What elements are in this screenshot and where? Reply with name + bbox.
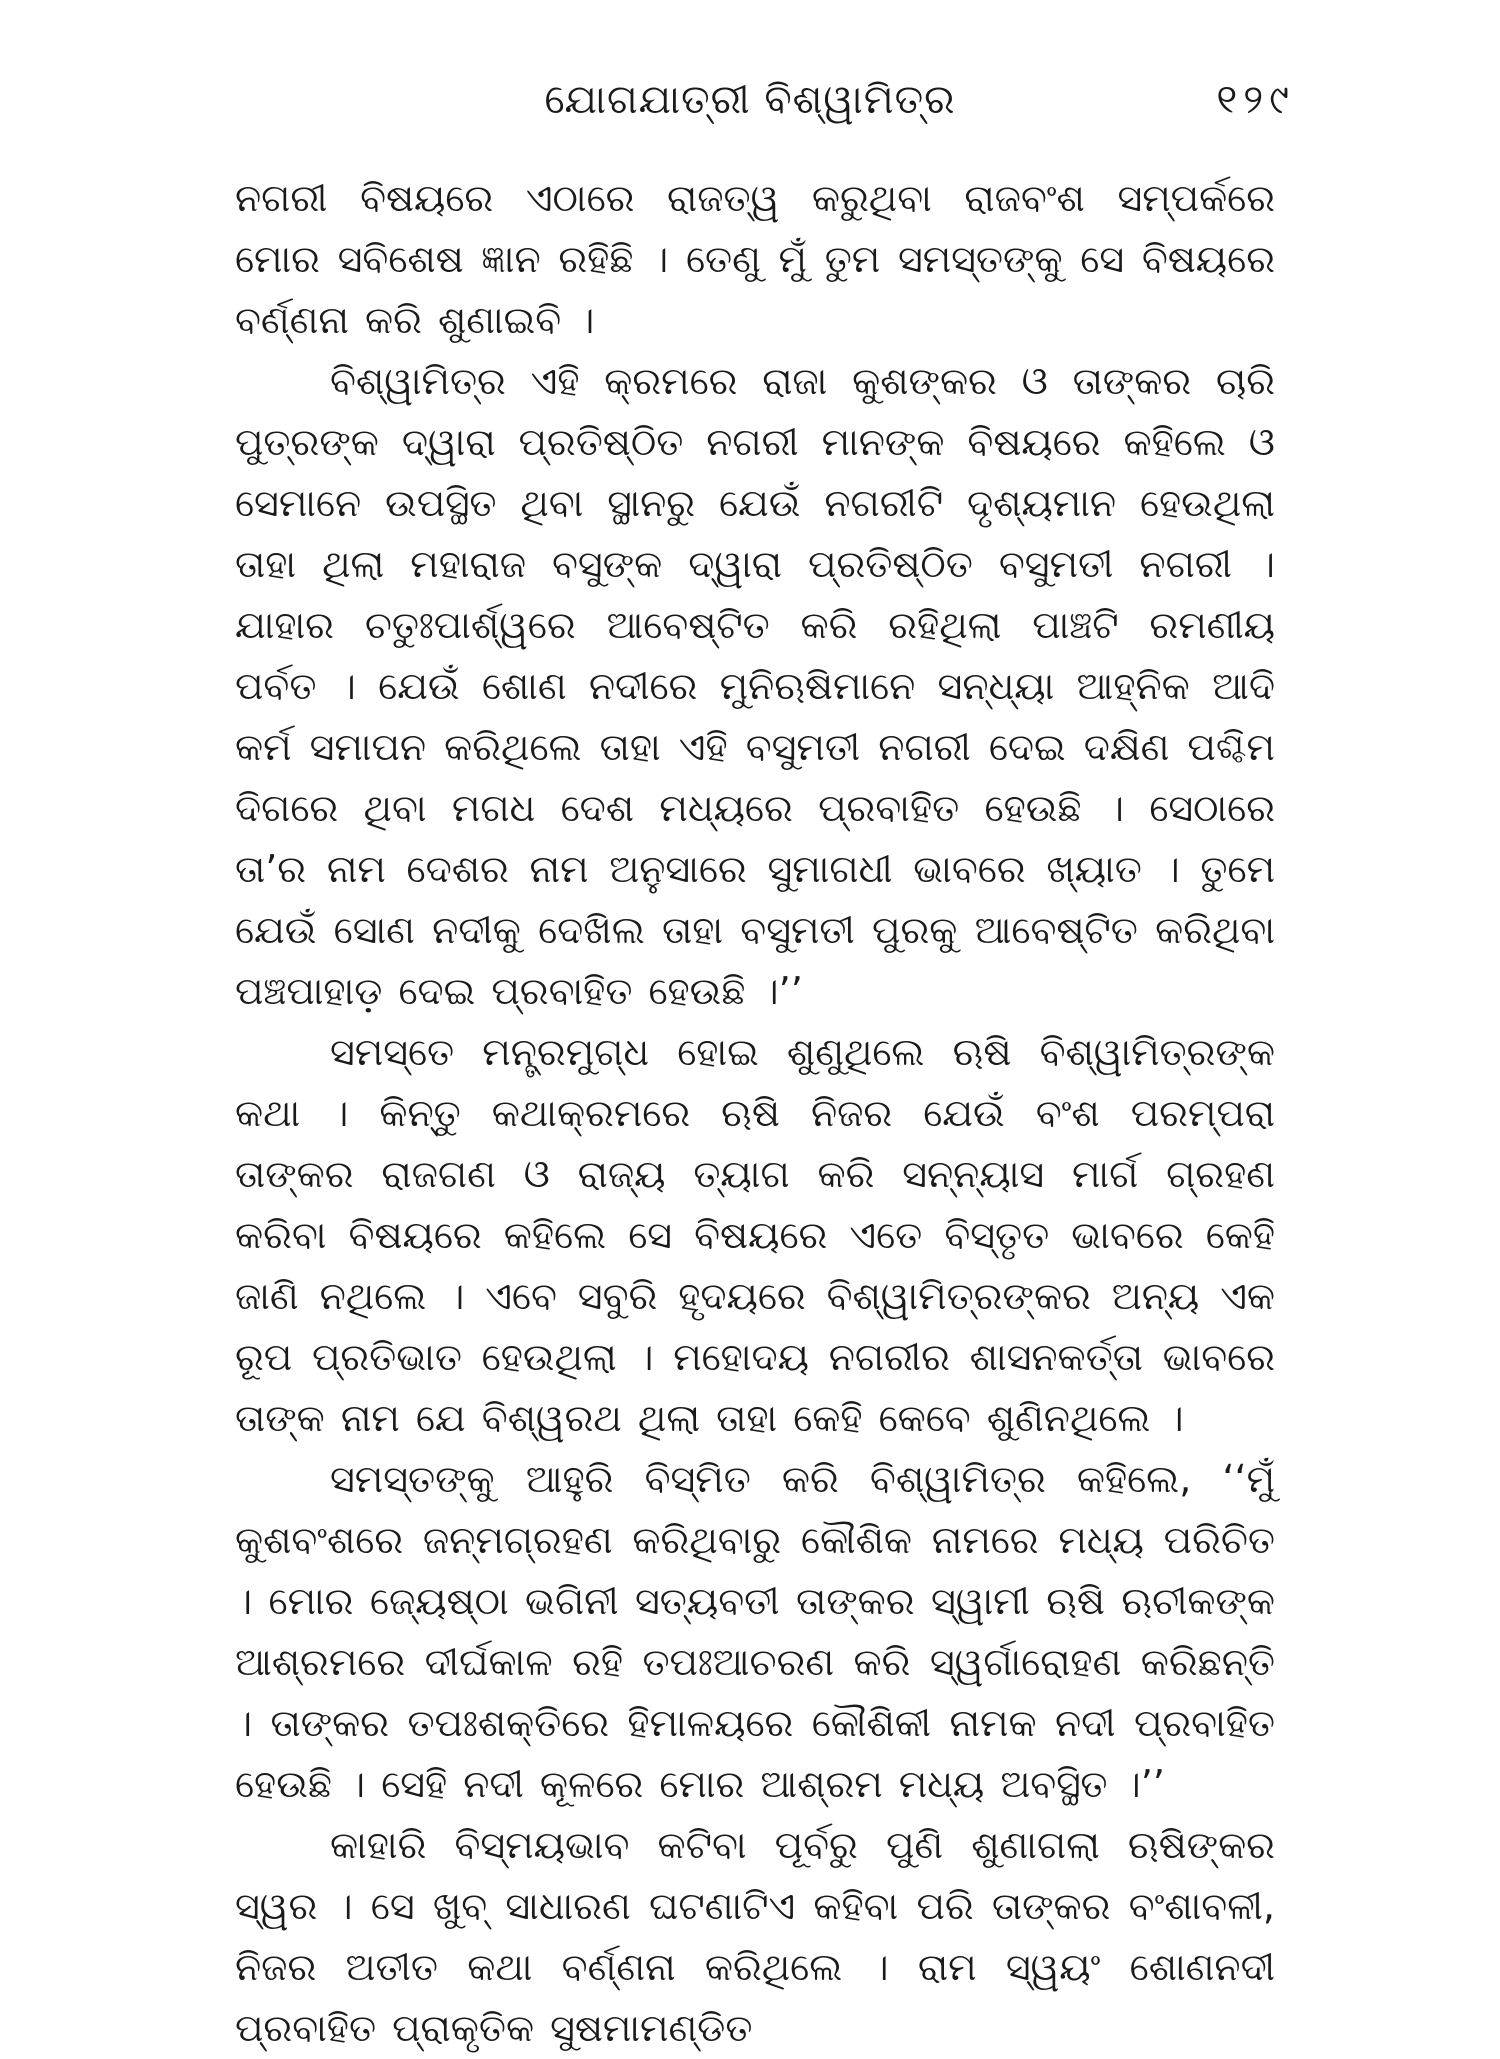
paragraph-5: କାହାରି ବିସ୍ମୟଭାବ କଟିବା ପୂର୍ବରୁ ପୁଣି ଶୁଣାଗଲା ଋଷିଙ୍କର ସ୍ୱର । ସେ ଖୁବ୍ ସାଧାରଣ ଘଟଣାଟିଏ କହିବା ପରି ତାଙ୍କର ବଂଶାବଳୀ, ନିଜର ଅତୀତ କଥା ବର୍ଣ୍ଣନା କରିଥିଲେ । ରାମ ସ୍ୱୟଂ ଶୋଣନଦୀ ପ୍ରବାହିତ ପ୍ରାକୃତିକ ସୁଷମାମଣ୍ଡିତ (235, 1823, 1275, 2050)
paragraph-3: ସମସ୍ତେ ମନ୍ତ୍ରମୁଗ୍ଧ ହୋଇ ଶୁଣୁଥିଲେ ଋଷି ବିଶ୍ୱାମିତ୍ରଙ୍କ କଥା । କିନ୍ତୁ କଥାକ୍ରମରେ ଋଷି ନିଜର ଯେଉଁ ବଂଶ ପରମ୍ପରା ତାଙ୍କର ରାଜଗଣ ଓ ରାଜ୍ୟ ତ୍ୟାଗ କରି ସନ୍ନ୍ୟାସ ମାର୍ଗ ଗ୍ରହଣ କରିବା ବିଷୟରେ କହିଲେ ସେ ବିଷୟରେ ଏତେ ବିସ୍ତୃତ ଭାବରେ କେହି ଜାଣି ନଥିଲେ । ଏବେ ସବୁରି ହୃଦୟରେ ବିଶ୍ୱାମିତ୍ରଙ୍କର ଅନ୍ୟ ଏକ ରୂପ ପ୍ରତିଭାତ ହେଉଥିଲା । ମହୋଦୟ ନଗରୀର ଶାସନକର୍ତ୍ତା ଭାବରେ ତାଙ୍କ ନାମ ଯେ ବିଶ୍ୱରଥ ଥିଲା ତାହା କେହି କେବେ ଶୁଣିନଥିଲେ । (235, 1030, 1275, 1440)
paragraph-2: ବିଶ୍ୱାମିତ୍ର ଏହି କ୍ରମରେ ରାଜା କୁଶଙ୍କର ଓ ତାଙ୍କର ଚାରି ପୁତ୍ରଙ୍କ ଦ୍ୱାରା ପ୍ରତିଷ୍ଠିତ ନଗରୀ ମାନଙ୍କ ବିଷୟରେ କହିଲେ ଓ ସେମାନେ ଉପସ୍ଥିତ ଥିବା ସ୍ଥାନରୁ ଯେଉଁ ନଗରୀଟି ଦୃଶ୍ୟମାନ ହେଉଥିଲା ତାହା ଥିଲା ମହାରାଜ ବସୁଙ୍କ ଦ୍ୱାରା ପ୍ରତିଷ୍ଠିତ ବସୁମତୀ ନଗରୀ । ଯାହାର ଚତୁଃପାର୍ଶ୍ୱରେ ଆବେଷ୍ଟିତ କରି ରହିଥିଲା ପାଞ୍ଚଟି ରମଣୀୟ ପର୍ବତ । ଯେଉଁ ଶୋଣ ନଦୀରେ ମୁନିଋଷିମାନେ ସନ୍ଧ୍ୟା ଆହ୍ନିକ ଆଦି କର୍ମ ସମାପନ କରିଥିଲେ ତାହା ଏହି ବସୁମତୀ ନଗରୀ ଦେଇ ଦକ୍ଷିଣ ପଶ୍ଚିମ ଦିଗରେ ଥିବା ମଗଧ ଦେଶ ମଧ୍ୟରେ ପ୍ରବାହିତ ହେଉଛି । ସେଠାରେ ତା’ର ନାମ ଦେଶର ନାମ ଅନୁସାରେ ସୁମାଗଧୀ ଭାବରେ ଖ୍ୟାତ । ତୁମେ ଯେଉଁ ସୋଣ ନଦୀକୁ ଦେଖିଲ ତାହା ବସୁମତୀ ପୁରକୁ ଆବେଷ୍ଟିତ କରିଥିବା ପଞ୍ଚପାହାଡ଼ ଦେଇ ପ୍ରବାହିତ ହେଉଛି ।’’ (235, 359, 1275, 1013)
body-text (235, 168, 1275, 2059)
paragraph-1: ନଗରୀ ବିଷୟରେ ଏଠାରେ ରାଜତ୍ୱ କରୁଥିବା ରାଜବଂଶ ସମ୍ପର୍କରେ ମୋର ସବିଶେଷ ଜ୍ଞାନ ରହିଛି । ତେଣୁ ମୁଁ ତୁମ ସମସ୍ତଙ୍କୁ ସେ ବିଷୟରେ ବର୍ଣ୍ଣନା କରି ଶୁଣାଇବି । (235, 176, 1275, 342)
running-title: ଯୋଗଯାତ୍ରୀ ବିଶ୍ୱାମିତ୍ର (544, 77, 956, 123)
paragraph-4: ସମସ୍ତଙ୍କୁ ଆହୁରି ବିସ୍ମିତ କରି ବିଶ୍ୱାମିତ୍ର କହିଲେ, ‘‘ମୁଁ କୁଶବଂଶରେ ଜନ୍ମଗ୍ରହଣ କରିଥିବାରୁ କୌଶିକ ନାମରେ ମଧ୍ୟ ପରିଚିତ । ମୋର ଜ୍ୟେଷ୍ଠା ଭଗିନୀ ସତ୍ୟବତୀ ତାଙ୍କର ସ୍ୱାମୀ ଋଷି ଋଚୀକଙ୍କ ଆଶ୍ରମରେ ଦୀର୍ଘକାଳ ରହି ତପଃଆଚରଣ କରି ସ୍ୱର୍ଗାରୋହଣ କରିଛନ୍ତି । ତାଙ୍କର ତପଃଶକ୍ତିରେ ହିମାଳୟରେ କୌଶିକୀ ନାମକ ନଦୀ ପ୍ରବାହିତ ହେଉଛି । ସେହି ନଦୀ କୂଳରେ ମୋର ଆଶ୍ରମ ମଧ୍ୟ ଅବସ୍ଥିତ ।’’ (235, 1457, 1275, 1806)
page-number: ୧୨୯ (1216, 77, 1295, 123)
